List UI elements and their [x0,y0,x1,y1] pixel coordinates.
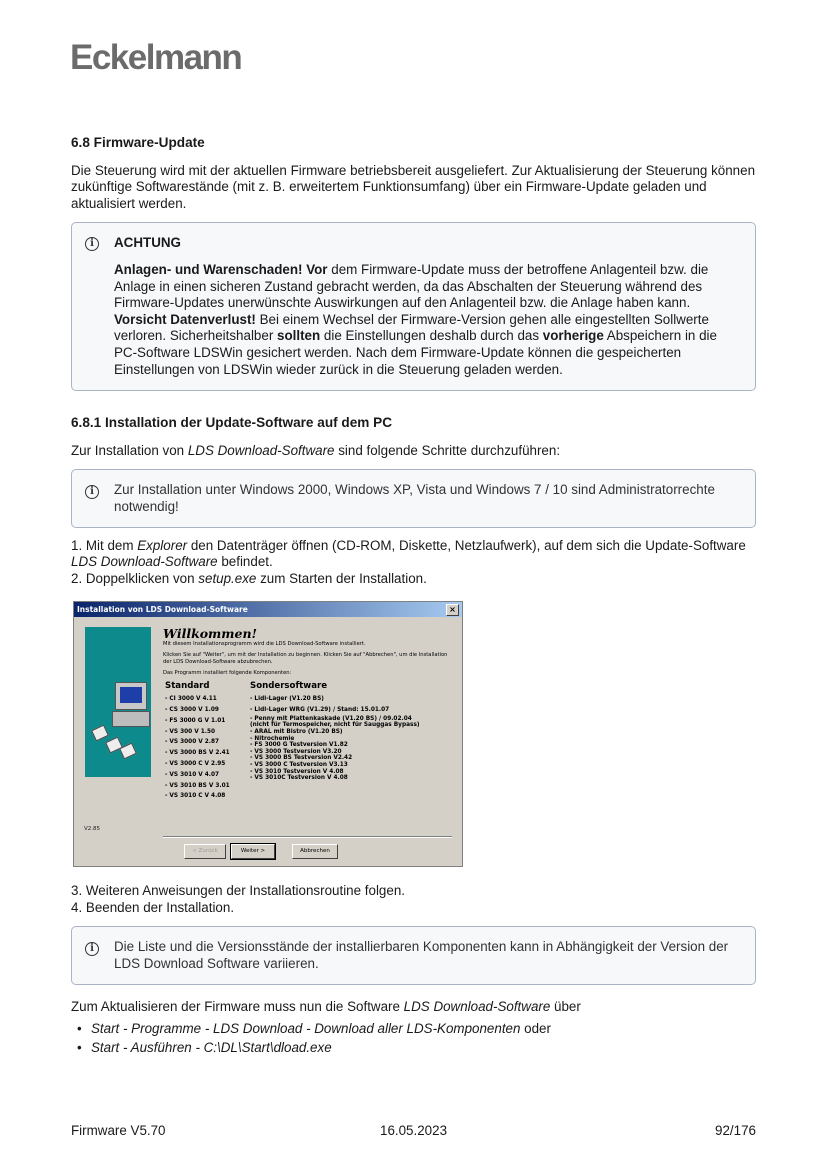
sonder-component: - VS 3000 Testversion V3.20 [250,748,342,755]
sonder-component: - VS 3010C Testversion V 4.08 [250,775,348,782]
standard-component: - VS 3010 C V 4.08 [165,793,226,800]
installer-line-3: Das Programm installiert folgende Komponenten: [163,670,292,677]
footer-page-number: 92/176 [715,1123,756,1138]
standard-component: - VS 300 V 1.50 [165,728,216,735]
sonder-component: - VS 3010 Testversion V 4.08 [250,768,344,775]
installer-line-2: Klicken Sie auf "Weiter", um mit der Installation zu beginnen. Klicken Sie auf "Abbrechen", um die Installation der LDS Download-Software abzubrechen. [163,652,448,666]
installer-welcome: Willkommen! [163,626,258,642]
standard-component: - VS 3010 BS V 3.01 [165,782,230,789]
info-icon: i [85,485,99,499]
computer-icon [115,682,147,710]
note-admin-rights: i Zur Installation unter Windows 2000, Windows XP, Vista und Windows 7 / 10 sind Administratorrechte notwendig! [71,469,756,527]
step-3: 3. Weiteren Anweisungen der Installationsroutine folgen. [71,883,405,899]
list-item: • Start - Programme - LDS Download - Download aller LDS-Komponenten oder [71,1021,756,1038]
info-icon: i [85,237,99,251]
warning-paragraph-1: Anlagen- und Warenschaden! Vor dem Firmware-Update muss der betroffene Anlagenteil bzw. die Anlage in einen sicheren Zustand gebracht werden, da das Abschalten der Steuerung während des Firmware-Updates unerwünschte Auswirkungen auf den Anlagenteil bzw. die Anlage haben kann. [114,261,709,311]
sonder-component: - Nitrochemie [250,735,295,742]
standard-component: - CI 3000 V 4.11 [165,696,217,703]
footer-date: 16.05.2023 [380,1123,448,1138]
cancel-button[interactable]: Abbrechen [292,844,338,859]
sonder-list: Sondersoftware - Lidl-Lager (V1.20 BS) - Lidl-Lager WRG (V1.29) / Stand: 15.01.07 - Penny mit Plattenkaskade (V1.20 BS) / 09.02.04 (nicht für Termospeicher, nicht für Sauggas Bypass) - ARAL mit Bistro (V1.20 BS) - Nitrochemie - FS 3000 G Testversion V1.82 - VS 3000 Testversion V3.20 - VS 3000 BS Testversion V2.42 - VS 3000 C Testversion V3.13 - VS 3010 Testversion V 4.08 - VS 3010C Testversion V 4.08 [250,681,450,782]
sonder-component: - FS 3000 G Testversion V1.82 [250,742,348,749]
installer-side-graphic [85,627,151,777]
warning-paragraph-2: Vorsicht Datenverlust! Bei einem Wechsel der Firmware-Version gehen alle eingestellten Sollwerte verloren. Sicherheitshalber sollten die Einstellungen deshalb durch das vorherige Abspeichern in die PC-Software LDSWin gesichert werden. Nach dem Firmware-Update können die gespeicherten Einstellungen von LDSWin wieder zurück in die Steuerung geladen werden. [114,311,717,377]
standard-component: - VS 3000 C V 2.95 [165,761,226,768]
sonder-component: - VS 3000 C Testversion V3.13 [250,762,348,769]
standard-list: Standard - CI 3000 V 4.11 - CS 3000 V 1.09 - FS 3000 G V 1.01 - VS 300 V 1.50 - VS 3000 V 2.87 - VS 3000 BS V 2.41 - VS 3000 C V 2.95 - VS 3010 V 4.07 - VS 3010 BS V 3.01 - VS 3010 C V 4.08 [165,681,247,802]
standard-component: - CS 3000 V 1.09 [165,707,219,714]
standard-component: - VS 3000 BS V 2.41 [165,750,230,757]
sonder-component: - ARAL mit Bistro (V1.20 BS) [250,729,343,736]
step-2: 2. Doppelklicken von setup.exe zum Starten der Installation. [71,570,427,586]
list-item: • Start - Ausführen - C:\DL\Start\dload.exe [71,1040,756,1057]
company-logo: Eckelmann [70,38,242,77]
warning-title: ACHTUNG [114,235,181,251]
section-intro: Die Steuerung wird mit der aktuellen Firmware betriebsbereit ausgeliefert. Zur Aktualisierung der Steuerung können zukünftige Softwarestände (mit z. B. erweitertem Funktionsumfang) über ein Firmware-Update geladen und aktualisiert werden. [71,162,756,211]
standard-component: - VS 3000 V 2.87 [165,739,220,746]
installer-title-bar: Installation von LDS Download-Software [74,602,462,617]
start-path-list [71,1021,756,1056]
back-button[interactable]: < Zurück [184,844,226,859]
installer-screenshot [73,601,463,867]
standard-component: - FS 3000 G V 1.01 [165,717,226,724]
sonder-component: (nicht für Termospeicher, nicht für Sauggas Bypass) [250,722,420,729]
standard-component: - VS 3010 V 4.07 [165,771,220,778]
note-version-variance: i Die Liste und die Versionsstände der installierbaren Komponenten kann in Abhängigkeit der Version der LDS Download Software variieren. [71,926,756,984]
sonder-component: - Penny mit Plattenkaskade (V1.20 BS) / 09.02.04 [250,715,412,722]
subsection-intro: Zur Installation von LDS Download-Software sind folgende Schritte durchzuführen: [71,442,561,458]
step-4: 4. Beenden der Installation. [71,899,235,915]
sonder-component: - Lidl-Lager (V1.20 BS) [250,696,324,703]
installer-line-1: Mit diesem Installationsprogramm wird die LDS Download-Software installiert. [163,641,366,648]
next-button[interactable]: Weiter > [231,844,275,859]
section-heading: 6.8 Firmware-Update [71,135,205,150]
step-1: 1. Mit dem Explorer den Datenträger öffnen (CD-ROM, Diskette, Netzlaufwerk), auf dem sich die Update-Software LDS Download-Software befindet. [71,537,746,570]
subsection-heading: 6.8.1 Installation der Update-Software auf dem PC [71,415,393,431]
footer-firmware: Firmware V5.70 [71,1123,166,1138]
update-paragraph: Zum Aktualisieren der Firmware muss nun die Software LDS Download-Software über [71,998,581,1014]
installer-version: V2.85 [84,826,101,833]
sonder-component: - Lidl-Lager WRG (V1.29) / Stand: 15.01.07 [250,707,390,714]
disk-icon [91,725,109,742]
sonder-component: - VS 3000 BS Testversion V2.42 [250,755,353,762]
installer-main [163,626,452,800]
warning-box [71,222,756,391]
info-icon: i [85,942,99,956]
close-icon[interactable]: × [446,604,459,616]
page-content [71,135,756,1058]
